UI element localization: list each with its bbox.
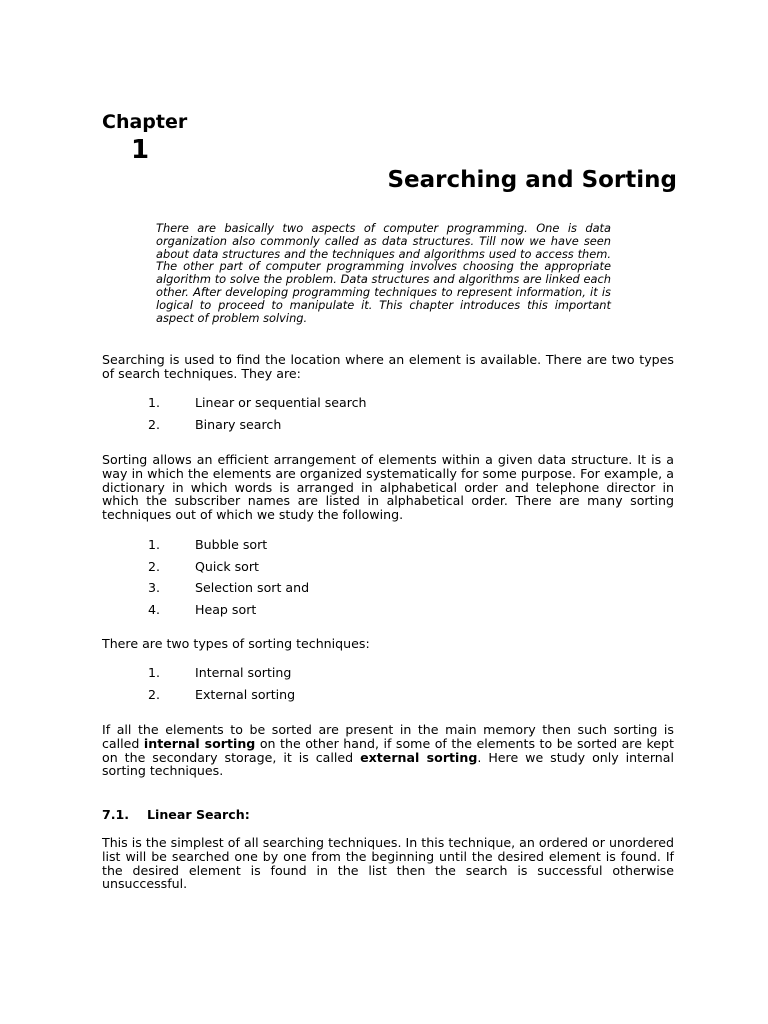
list-item-text: Heap sort	[195, 601, 257, 617]
list-item-text: Quick sort	[195, 558, 259, 574]
sorting-intro-paragraph: Sorting allows an efficient arrangement of elements within a given data structure. It is a way in which the elements are organized systematically for some purpose. For example, a dictionary in which words is arranged in alphabetical order and telephone director in which the subscriber names are listed in alphabetical order. There are many sorting techniques out of which we study the following.	[102, 452, 674, 523]
list-item-text: External sorting	[195, 686, 296, 702]
list-item	[0, 603, 768, 625]
list-item-number: 2.	[148, 558, 161, 574]
sorting-types-intro-paragraph: There are two types of sorting techniques:	[102, 636, 370, 651]
linear-search-paragraph: This is the simplest of all searching techniques. In this technique, an ordered or unordered list will be searched one by one from the beginning until the desired element is found. If the desired element is found in the list then the search is successful otherwise unsuccessful.	[102, 835, 674, 892]
list-item-number: 2.	[148, 686, 161, 702]
section-title: Linear Search:	[147, 807, 250, 822]
list-item-number: 1.	[148, 665, 161, 680]
list-item	[0, 581, 768, 603]
list-item-text: Internal sorting	[195, 665, 292, 680]
list-item-number: 4.	[148, 601, 161, 617]
paragraph-text: . Here we study only internal sorting techniques.	[102, 749, 674, 779]
list-item	[0, 688, 768, 710]
section-number: 7.1.	[102, 807, 130, 822]
list-item	[0, 538, 768, 560]
external-sorting-term: external sorting	[360, 749, 478, 765]
searching-intro-paragraph: Searching is used to find the location where an element is available. There are two types of search techniques. They are:	[102, 352, 674, 381]
list-item-text: Bubble sort	[195, 537, 268, 552]
list-item	[0, 666, 768, 688]
list-item-number: 1.	[148, 537, 161, 552]
list-item-number: 2.	[148, 416, 161, 432]
paragraph-text: on the other hand, if some of the elements to be sorted are kept on the secondary storage, it is called	[102, 735, 674, 765]
internal-external-paragraph	[102, 723, 674, 778]
chapter-label: Chapter	[102, 111, 188, 133]
internal-sorting-term: internal sorting	[143, 735, 256, 751]
list-item	[0, 396, 768, 418]
list-item	[0, 418, 768, 440]
chapter-title: Searching and Sorting	[387, 167, 677, 193]
sorting-types-list	[0, 666, 768, 709]
section-heading	[102, 808, 250, 822]
chapter-number: 1	[131, 135, 150, 165]
list-item	[0, 560, 768, 582]
list-item-number: 3.	[148, 580, 161, 595]
sorting-techniques-list	[0, 538, 768, 624]
list-item-text: Selection sort and	[195, 580, 310, 595]
list-item-text: Binary search	[195, 416, 282, 432]
chapter-abstract: There are basically two aspects of computer programming. One is data organization also commonly called as data structures. Till now we have seen about data structures and the techniques and algorithms used to access them. The other part of computer programming involves choosing the appropriate algorithm to solve the problem. Data structures and algorithms are linked each other. After developing programming techniques to represent information, it is logical to proceed to manipulate it. This chapter introduces this important aspect of problem solving.	[156, 221, 611, 325]
search-techniques-list	[0, 396, 768, 439]
paragraph-text: If all the elements to be sorted are present in the main memory then such sorting is called	[102, 722, 674, 751]
list-item-text: Linear or sequential search	[195, 395, 367, 410]
list-item-number: 1.	[148, 395, 161, 410]
